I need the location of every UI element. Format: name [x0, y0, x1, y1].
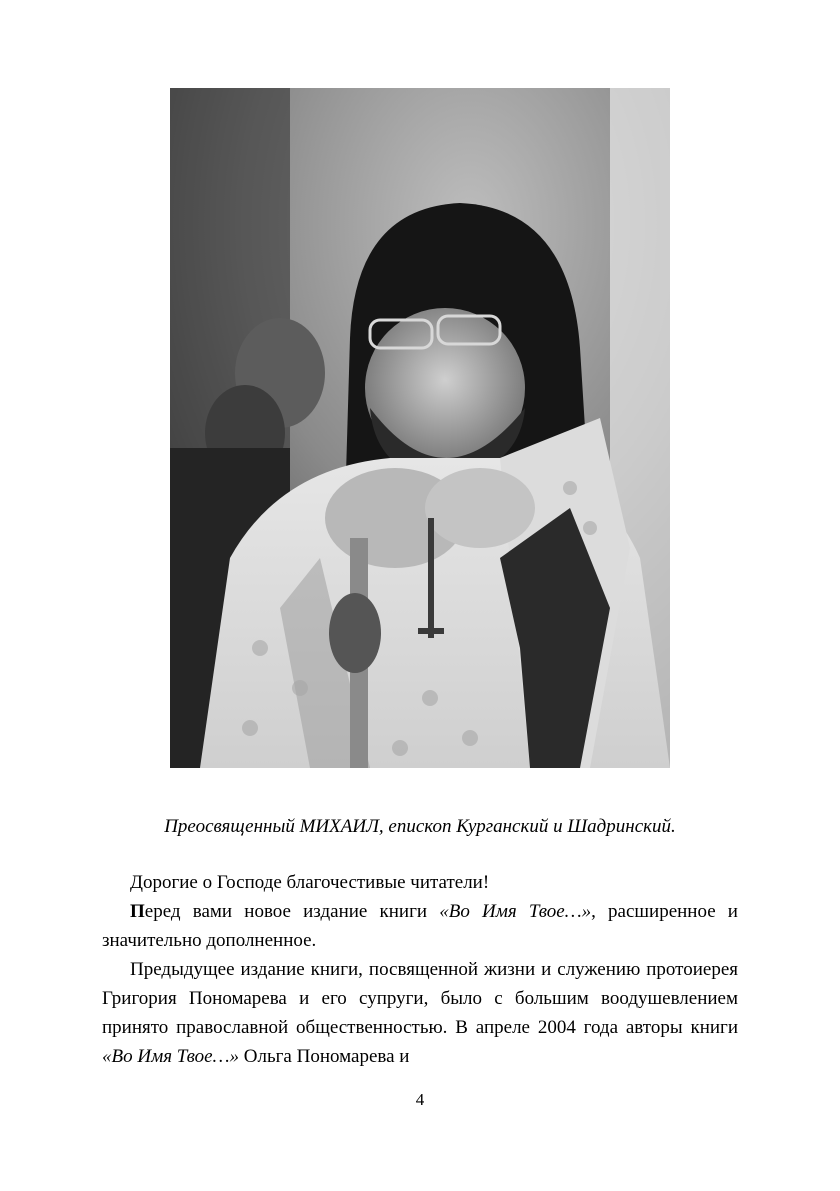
paragraph-previous-edition	[102, 955, 738, 1071]
greeting-text: Дорогие о Господе благочестивые читатели!	[130, 872, 490, 893]
book-title: «Во Имя Твое…»	[102, 1046, 239, 1067]
paragraph-new-edition	[102, 897, 738, 955]
previous-edition-text-a: Предыдущее издание книги, посвященной жизни и служению протоиерея Григория Пономарева и его супруги, было с большим воодушевлением принято православной общественностью. В апреле 2004 года авторы книги	[102, 959, 738, 1038]
previous-edition-text-b: Ольга Пономарева и	[239, 1046, 410, 1067]
bishop-portrait-photo	[170, 88, 670, 768]
drop-letter: П	[130, 901, 145, 922]
paragraph-greeting	[102, 868, 738, 897]
new-edition-text-b: , расширенное и значительно дополненное.	[102, 901, 738, 951]
photo-caption: Преосвященный МИХАИЛ, епископ Курганский и Шадринский.	[164, 816, 676, 837]
page-number: 4	[415, 1090, 425, 1109]
portrait-image	[170, 88, 670, 768]
body-text	[102, 868, 738, 1071]
new-edition-text-a: еред вами новое издание книги	[144, 901, 440, 922]
book-title: «Во Имя Твое…»	[439, 901, 592, 922]
